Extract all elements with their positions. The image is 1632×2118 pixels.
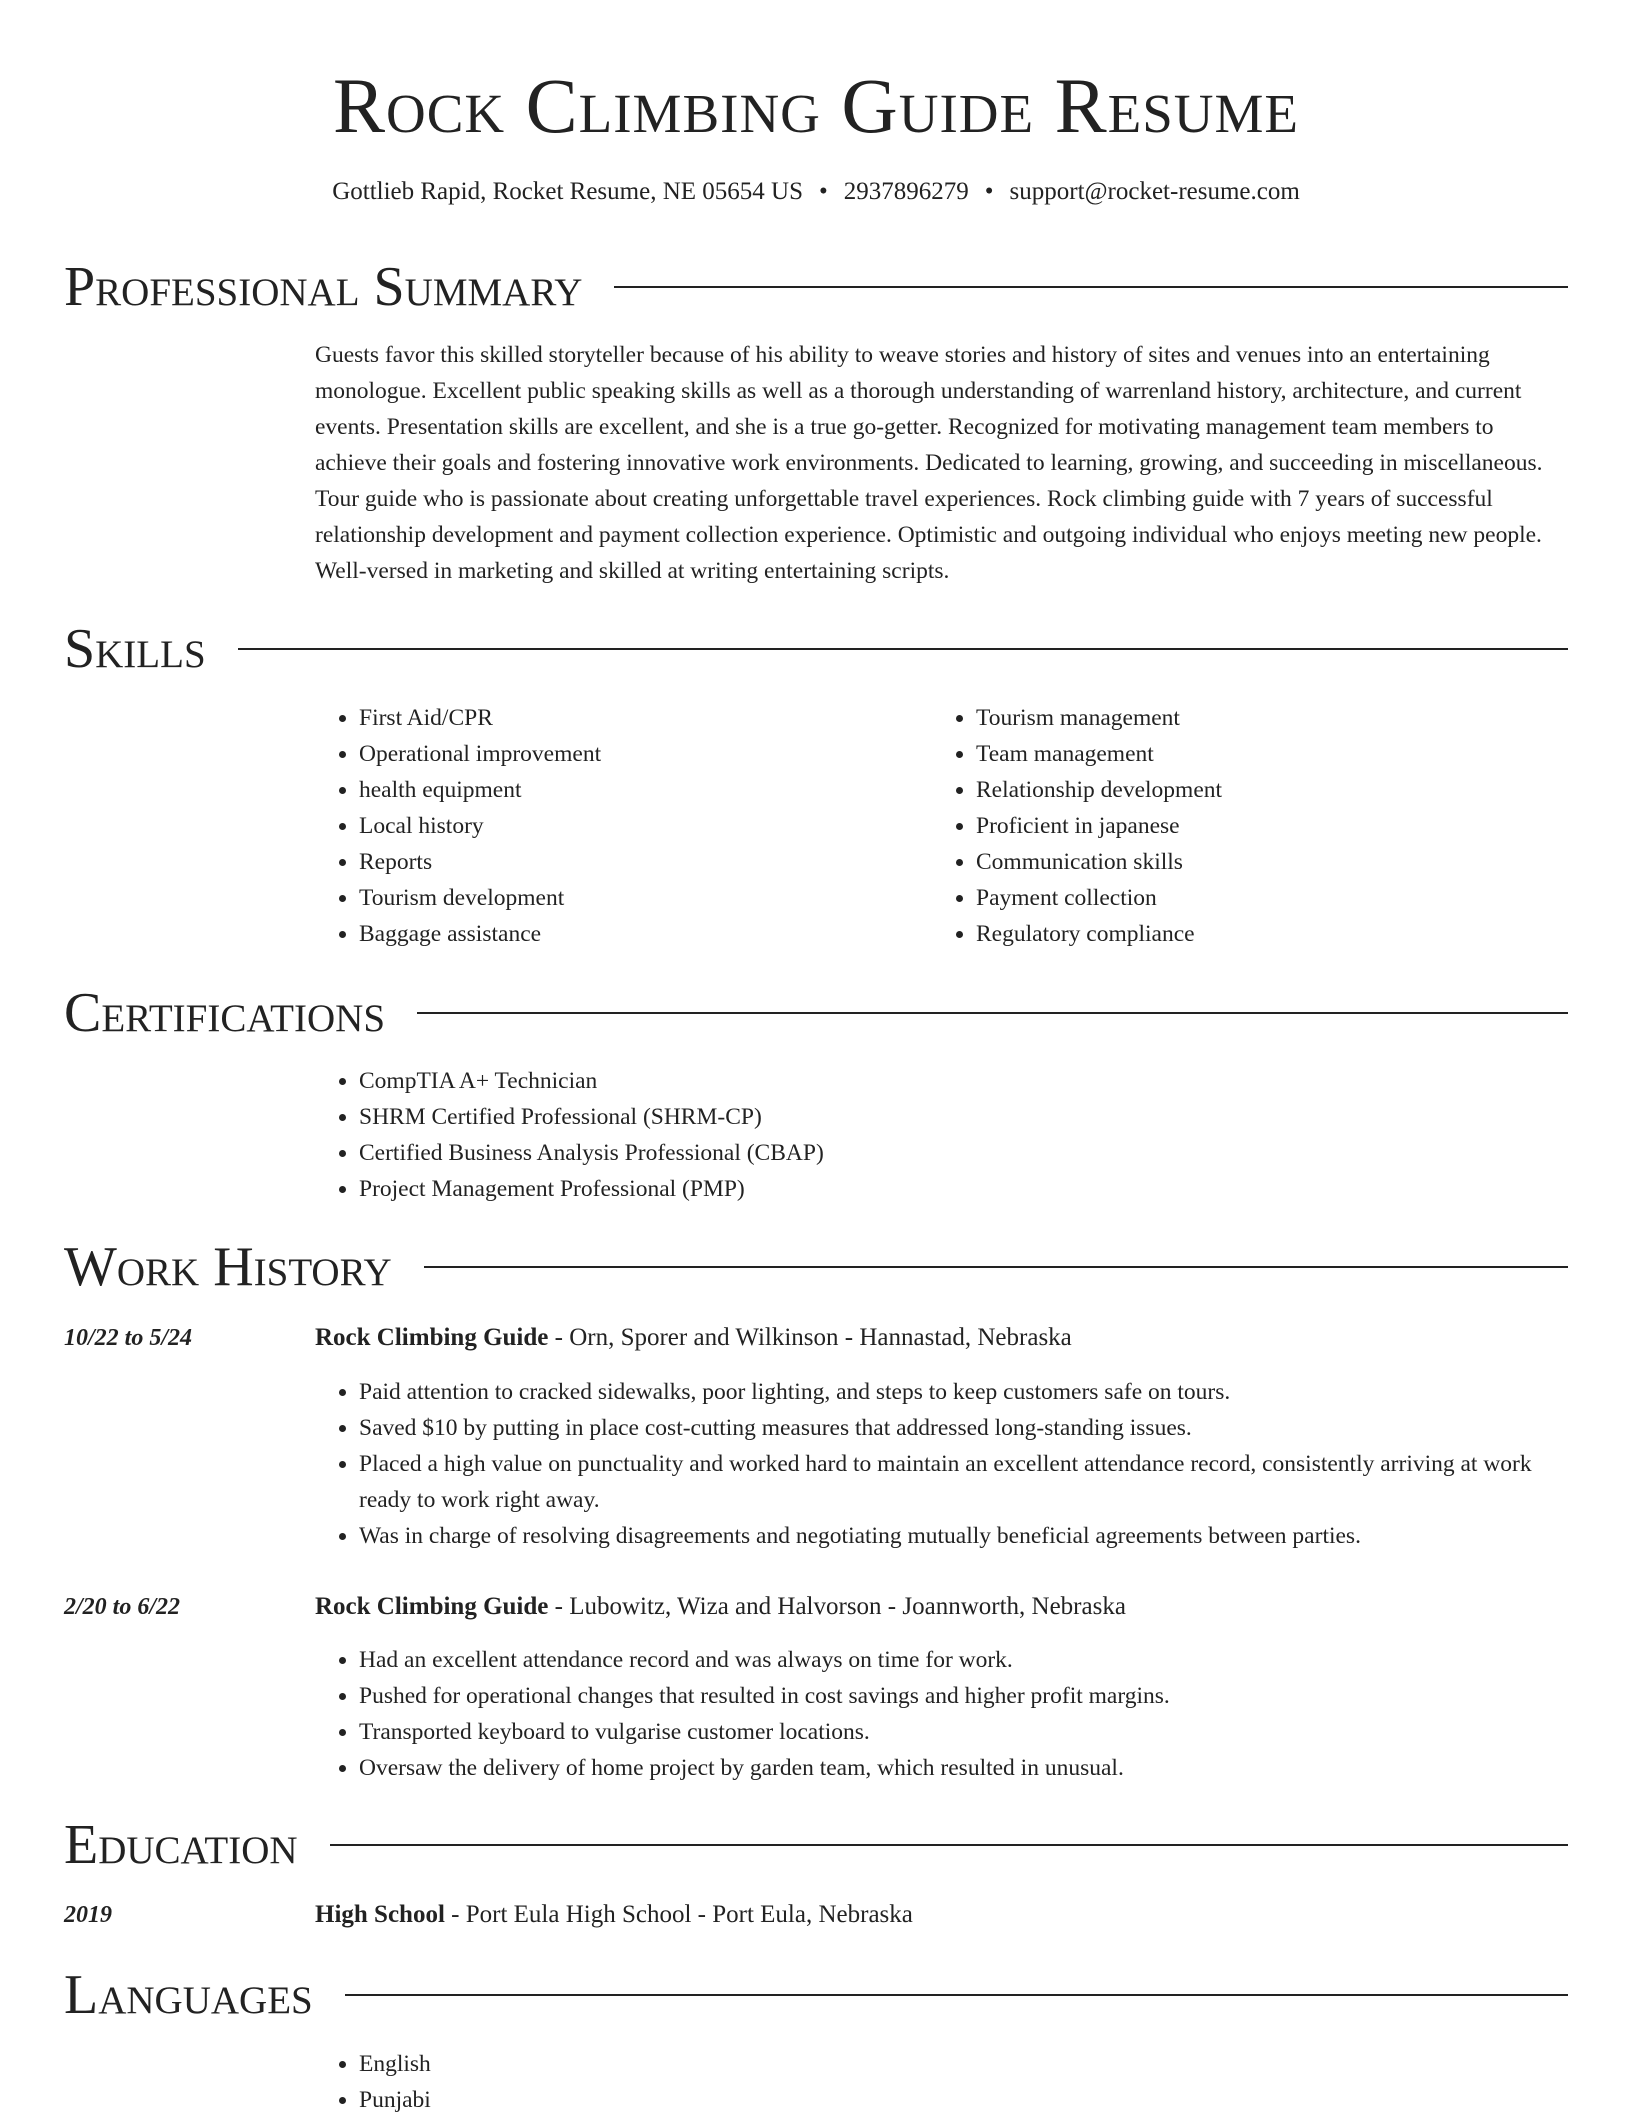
section-divider [330,1844,1568,1846]
job-bullets [315,1642,1568,1786]
resume-title: Rock Climbing Guide Resume [332,62,1300,149]
certifications-heading: Certifications [64,982,386,1044]
work-heading: Work History [64,1236,392,1298]
contact-email: support@rocket-resume.com [1009,178,1300,205]
education-degree: High School [315,1901,445,1928]
job-dates: 10/22 to 5/24 [64,1325,193,1351]
job-employer: - Orn, Sporer and Wilkinson - Hannastad, Nebraska [548,1324,1072,1351]
summary-heading: Professional Summary [64,256,583,318]
contact-line [0,174,1632,210]
skill-item: • Payment collection [976,880,1532,916]
languages-heading: Languages [64,1964,313,2026]
job-bullets-block [315,1374,1568,1554]
job-bullet: • Had an excellent attendance record and was always on time for work. [359,1642,1568,1678]
section-divider [417,1012,1568,1014]
skill-item: • Baggage assistance [359,916,915,952]
education-section-header [64,1812,1568,1878]
skills-list-right [932,700,1532,952]
skill-item: • Local history [359,808,915,844]
job-bullet: • Saved $10 by putting in place cost-cutting measures that addressed long-standing issues. [359,1410,1568,1446]
contact-phone: 2937896279 [843,178,969,205]
certifications-list [315,1063,1568,1207]
job-employer: - Lubowitz, Wiza and Halvorson - Joannworth, Nebraska [548,1593,1126,1620]
job-role: Rock Climbing Guide [315,1324,549,1351]
job-bullet: • Transported keyboard to vulgarise customer locations. [359,1714,1568,1750]
work-section-header [64,1234,1568,1300]
language-item: • English [359,2046,1568,2082]
education-year: 2019 [64,1902,112,1928]
skills-right-column [932,700,1532,952]
education-school: - Port Eula High School - Port Eula, Nebraska [444,1901,913,1928]
job-bullet: • Oversaw the delivery of home project by garden team, which resulted in unusual. [359,1750,1568,1786]
section-divider [238,648,1568,650]
job-bullet: • Paid attention to cracked sidewalks, poor lighting, and steps to keep customers safe on tours. [359,1374,1568,1410]
job-role: Rock Climbing Guide [315,1593,549,1620]
contact-separator: • [818,178,828,205]
section-divider [345,1994,1568,1996]
skills-list-left [315,700,915,952]
section-divider [424,1266,1568,1268]
skill-item: • Team management [976,736,1532,772]
skill-item: • health equipment [359,772,915,808]
summary-section-header [64,254,1568,320]
skills-section-header [64,616,1568,682]
certification-item: • SHRM Certified Professional (SHRM-CP) [359,1099,1568,1135]
education-line [315,1897,913,1933]
certification-item: • Project Management Professional (PMP) [359,1171,1568,1207]
skill-item: • Operational improvement [359,736,915,772]
certifications-section-header [64,980,1568,1046]
job-title-line [315,1589,1126,1625]
job-bullet: • Was in charge of resolving disagreements and negotiating mutually beneficial agreements between parties. [359,1518,1568,1554]
job-bullets [315,1374,1568,1554]
languages-block [315,2046,1568,2118]
languages-section-header [64,1962,1568,2028]
contact-separator: • [984,178,994,205]
section-divider [614,286,1568,288]
certification-item: • Certified Business Analysis Professional (CBAP) [359,1135,1568,1171]
education-heading: Education [64,1814,298,1876]
skill-item: • Tourism management [976,700,1532,736]
job-dates: 2/20 to 6/22 [64,1594,181,1620]
summary-text: Guests favor this skilled storyteller because of his ability to weave stories and history of sites and venues into an entertaining monologue. Excellent public speaking skills as well as a thorough understanding of warrenland history, architecture, and current events. Presentation skills are excellent, and she is a true go-getter. Recognized for motivating management team members to achieve their goals and fostering innovative work environments. Dedicated to learning, growing, and succeeding in miscellaneous. Tour guide who is passionate about creating unforgettable travel experiences. Rock climbing guide with 7 years of successful relationship development and payment collection experience. Optimistic and outgoing individual who enjoys meeting new people. Well-versed in marketing and skilled at writing entertaining scripts. [315,342,1543,584]
contact-address: Gottlieb Rapid, Rocket Resume, NE 05654 US [332,178,803,205]
skill-item: • Regulatory compliance [976,916,1532,952]
certifications-block [315,1063,1568,1207]
job-title-line [315,1320,1072,1356]
skill-item: • Proficient in japanese [976,808,1532,844]
skill-item: • Reports [359,844,915,880]
certification-item: • CompTIA A+ Technician [359,1063,1568,1099]
job-bullet: • Pushed for operational changes that resulted in cost savings and higher profit margins. [359,1678,1568,1714]
skill-item: • Relationship development [976,772,1532,808]
skill-item: • Tourism development [359,880,915,916]
skills-left-column [315,700,915,952]
job-bullet: • Placed a high value on punctuality and worked hard to maintain an excellent attendance record, consistently arriving at work ready to work right away. [359,1446,1568,1518]
languages-list [315,2046,1568,2118]
skill-item: • Communication skills [976,844,1532,880]
skills-heading: Skills [64,618,206,680]
skill-item: • First Aid/CPR [359,700,915,736]
language-item: • Punjabi [359,2082,1568,2118]
job-bullets-block [315,1642,1568,1786]
